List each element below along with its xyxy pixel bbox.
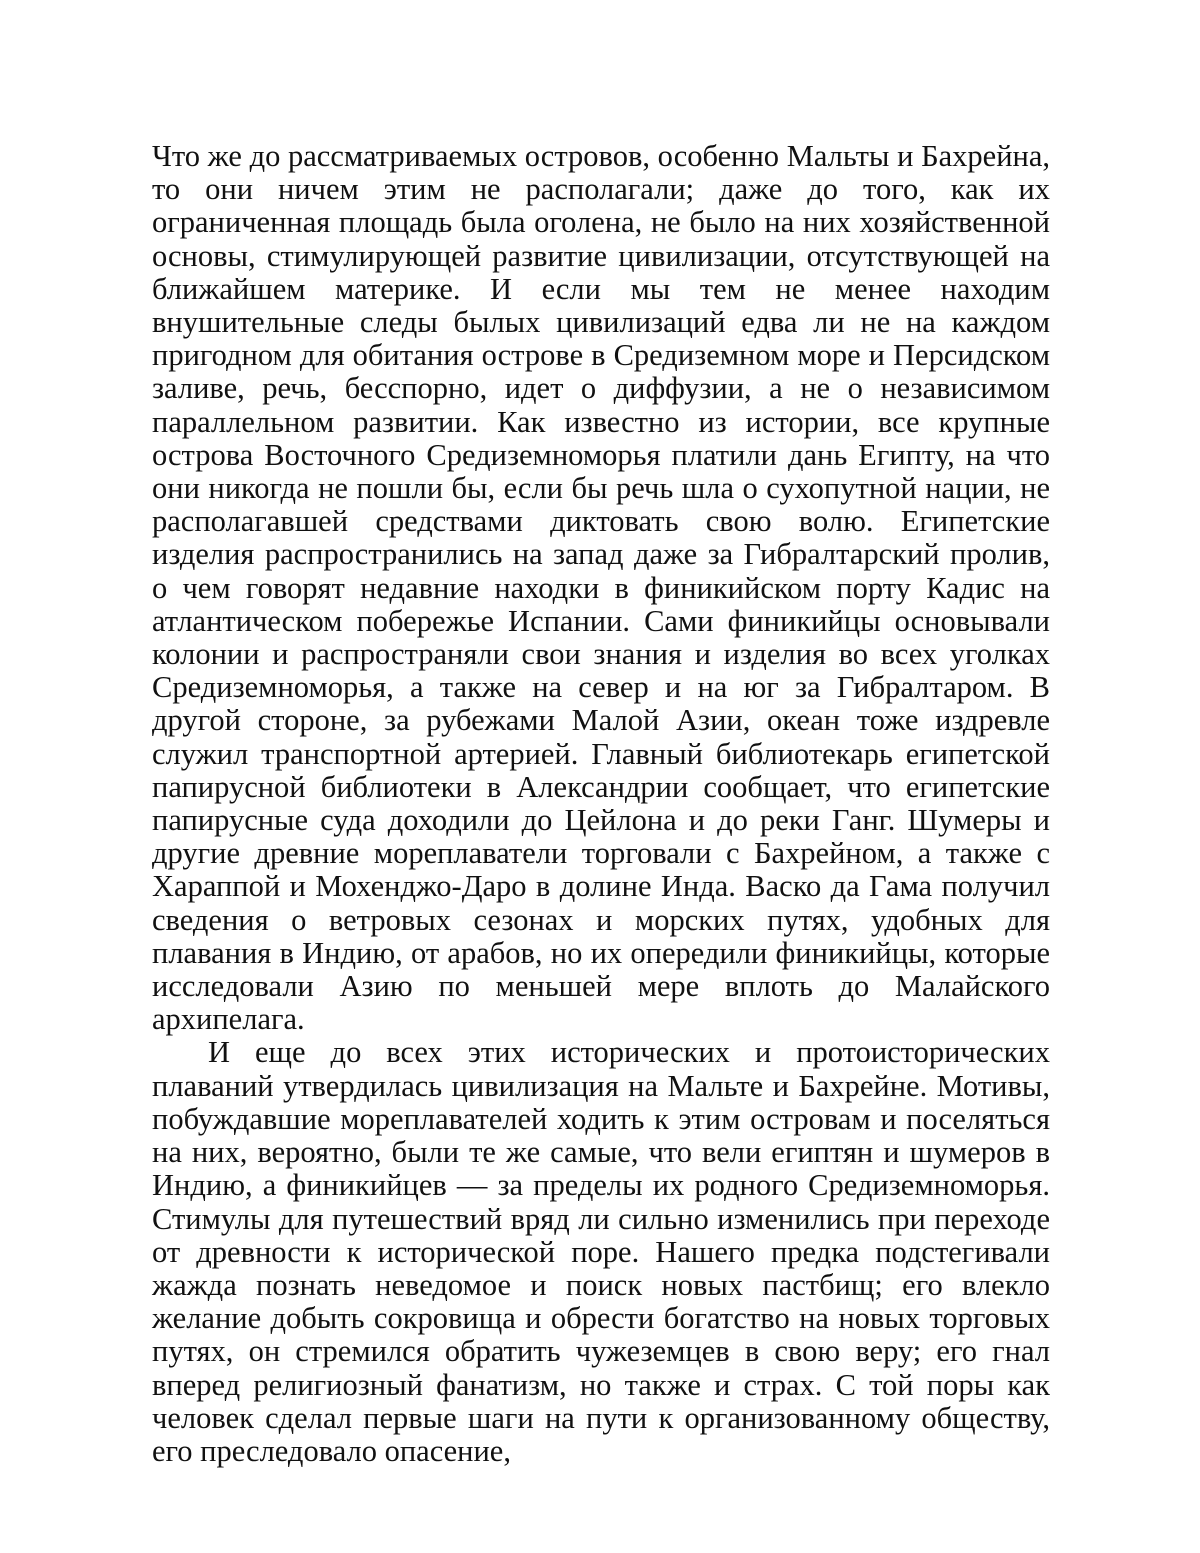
paragraph-2: И еще до всех этих исторических и протоисторических плаваний утвердилась цивилизация на Мальте и Бахрейне. Мотивы, побуждавшие мореплавателей ходить к этим островам и поселяться на них, вероятно, были те же самые, что вели египтян и шумеров в Индию, а финикийцев — за пределы их родного Средиземноморья. Стимулы для путешествий вряд ли сильно изменились при переходе от древности к исторической поре. Нашего предка подстегивали жажда познать неведомое и поиск новых пастбищ; его влекло желание добыть сокровища и обрести богатство на новых торговых путях, он стремился обратить чужеземцев в свою веру; его гнал вперед религиозный фанатизм, но также и страх. С той поры как человек сделал первые шаги на пути к организованному обществу, его преследовало опасение, (152, 1035, 1050, 1468)
paragraph-1: Что же до рассматриваемых островов, особенно Мальты и Бахрейна, то они ничем этим не располагали; даже до того, как их ограниченная площадь была оголена, не было на них хозяйственной основы, стимулирующей развитие цивилизации, отсутствующей на ближайшем материке. И если мы тем не менее находим внушительные следы былых цивилизаций едва ли не на каждом пригодном для обитания острове в Средиземном море и Персидском заливе, речь, бесспорно, идет о диффузии, а не о независимом параллельном развитии. Как известно из истории, все крупные острова Восточного Средиземноморья платили дань Египту, на что они никогда не пошли бы, если бы речь шла о сухопутной нации, не располагавшей средствами диктовать свою волю. Египетские изделия распространились на запад даже за Гибралтарский пролив, о чем говорят недавние находки в финикийском порту Кадис на атлантическом побережье Испании. Сами финикийцы основывали колонии и распространяли свои знания и изделия во всех уголках Средиземноморья, а также на север и на юг за Гибралтаром. В другой стороне, за рубежами Малой Азии, океан тоже издревле служил транспортной артерией. Главный библиотекарь египетской папирусной библиотеки в Александрии сообщает, что египетские папирусные суда доходили до Цейлона и до реки Ганг. Шумеры и другие древние мореплаватели торговали с Бахрейном, а также с Хараппой и Мохенджо-Даро в долине Инда. Васко да Гама получил сведения о ветровых сезонах и морских путях, удобных для плавания в Индию, от арабов, но их опередили финикийцы, которые исследовали Азию по меньшей мере вплоть до Малайского архипелага. (152, 139, 1050, 1037)
document-page (152, 140, 1050, 1468)
